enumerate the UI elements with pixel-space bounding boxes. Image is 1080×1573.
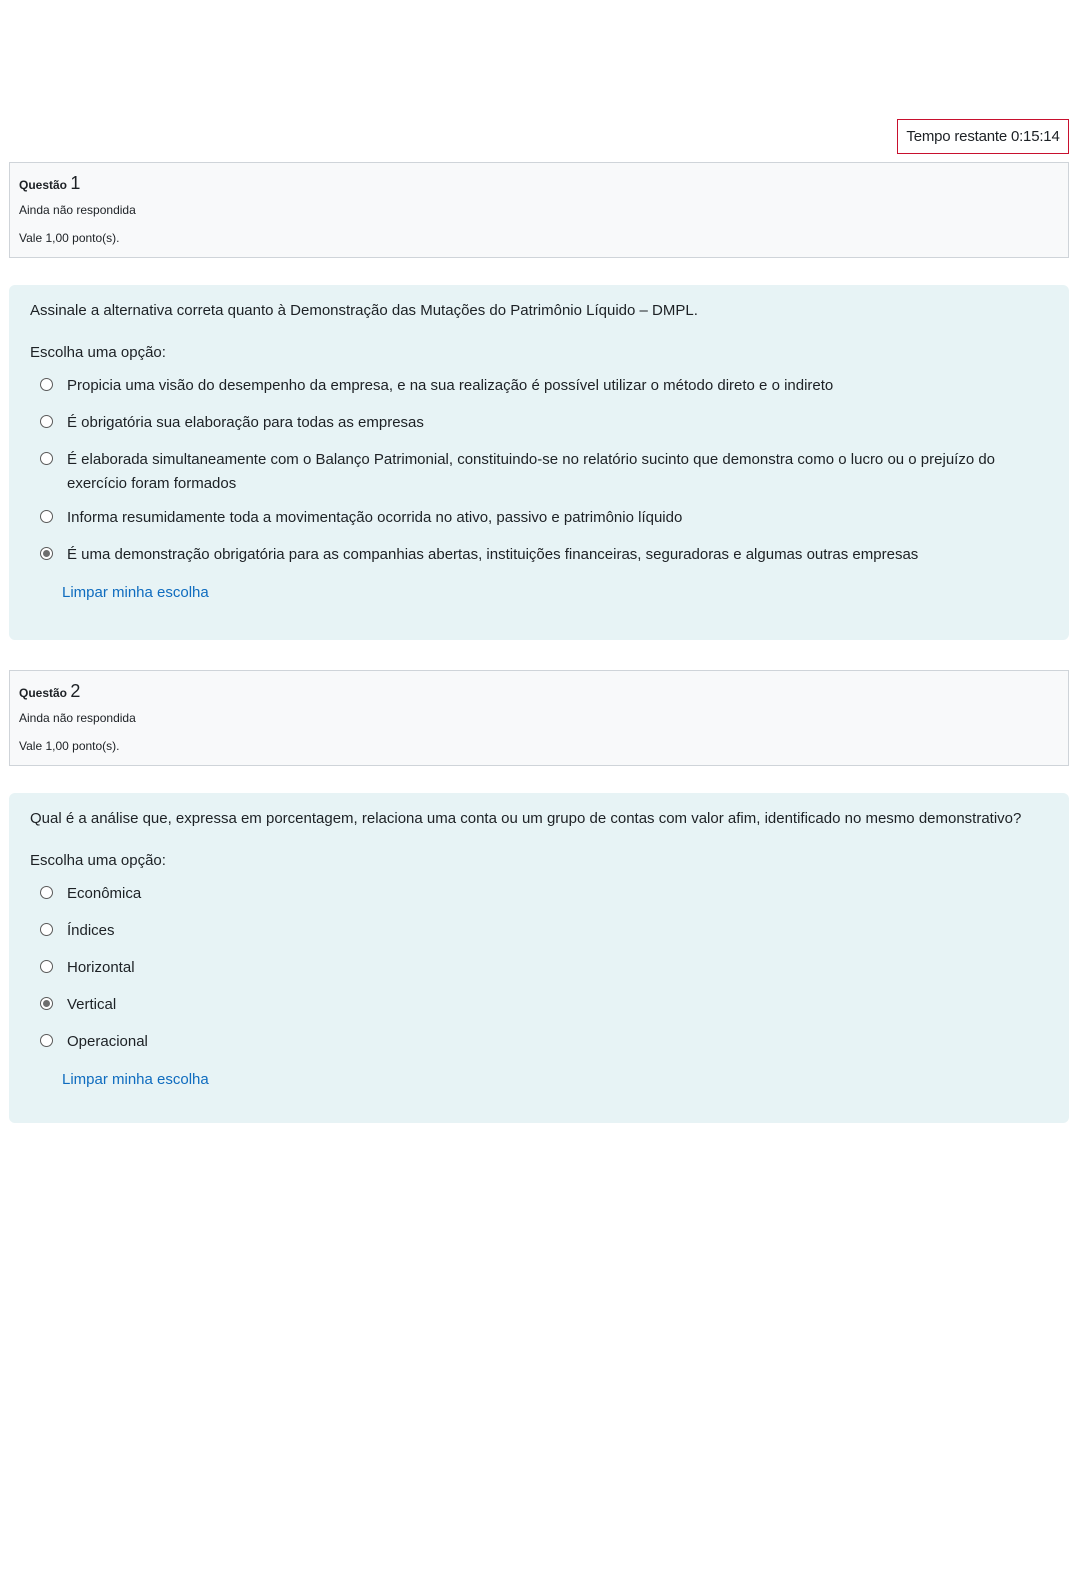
question-2-info — [9, 670, 1069, 766]
question-1-prompt: Escolha uma opção: — [30, 344, 166, 361]
question-2-prompt: Escolha uma opção: — [30, 852, 166, 869]
question-1-heading — [19, 172, 1059, 196]
question-1-answer-c[interactable] — [30, 443, 1048, 501]
clear-choice-link[interactable]: Limpar minha escolha — [62, 1071, 209, 1088]
question-2-content — [9, 793, 1069, 1123]
radio-button[interactable] — [40, 960, 53, 973]
radio-button[interactable] — [40, 415, 53, 428]
answer-label[interactable]: Horizontal — [67, 959, 135, 976]
question-2-answer-a[interactable] — [30, 877, 1048, 914]
question-1-answer-a[interactable] — [30, 369, 1048, 406]
question-1-grade: Vale 1,00 ponto(s). — [19, 231, 120, 245]
radio-button[interactable] — [40, 452, 53, 465]
radio-button[interactable] — [40, 923, 53, 936]
radio-button[interactable] — [40, 1034, 53, 1047]
question-2-state: Ainda não respondida — [19, 711, 136, 725]
question-1-answer-d[interactable] — [30, 501, 1048, 538]
question-2-answer-e[interactable] — [30, 1025, 1048, 1062]
question-1-text: Assinale a alternativa correta quanto à Demonstração das Mutações do Patrimônio Líquido – DMPL. — [30, 302, 698, 319]
question-number: 2 — [70, 681, 81, 701]
answer-label[interactable]: Vertical — [67, 996, 117, 1013]
question-2-answer-d[interactable] — [30, 988, 1048, 1025]
radio-button-selected[interactable] — [40, 997, 53, 1010]
question-1-content — [9, 285, 1069, 640]
question-label: Questão — [19, 686, 68, 700]
question-1-answer-e[interactable] — [30, 538, 1048, 575]
clear-choice-link[interactable]: Limpar minha escolha — [62, 584, 209, 601]
answer-label[interactable]: Operacional — [67, 1033, 148, 1050]
radio-button[interactable] — [40, 510, 53, 523]
time-remaining-badge: Tempo restante 0:15:14 — [897, 119, 1069, 154]
question-1-info — [9, 162, 1069, 258]
question-1-answer-b[interactable] — [30, 406, 1048, 443]
question-2-answer-b[interactable] — [30, 914, 1048, 951]
answer-label[interactable]: É uma demonstração obrigatória para as companhias abertas, instituições financeiras, seguradoras e algumas outras empresas — [67, 546, 919, 563]
answer-label[interactable]: É elaborada simultaneamente com o Balanço Patrimonial, constituindo-se no relatório sucinto que demonstra como o lucro ou o prejuízo do exercício foram formados — [67, 451, 996, 492]
answer-label[interactable]: Informa resumidamente toda a movimentação ocorrida no ativo, passivo e patrimônio líquido — [67, 509, 683, 526]
answer-label[interactable]: Índices — [67, 922, 115, 939]
question-2-grade: Vale 1,00 ponto(s). — [19, 739, 120, 753]
answer-label[interactable]: É obrigatória sua elaboração para todas as empresas — [67, 414, 424, 431]
question-2-text: Qual é a análise que, expressa em porcentagem, relaciona uma conta ou um grupo de contas com valor afim, identificado no mesmo demonstrativo? — [30, 810, 1022, 827]
question-2-answer-c[interactable] — [30, 951, 1048, 988]
radio-button-selected[interactable] — [40, 547, 53, 560]
radio-button[interactable] — [40, 886, 53, 899]
radio-button[interactable] — [40, 378, 53, 391]
answer-label[interactable]: Propicia uma visão do desempenho da empresa, e na sua realização é possível utilizar o método direto e o indireto — [67, 377, 834, 394]
question-number: 1 — [70, 173, 81, 193]
question-label: Questão — [19, 178, 68, 192]
question-2-heading — [19, 680, 1059, 704]
answer-label[interactable]: Econômica — [67, 885, 142, 902]
question-1-state: Ainda não respondida — [19, 203, 136, 217]
